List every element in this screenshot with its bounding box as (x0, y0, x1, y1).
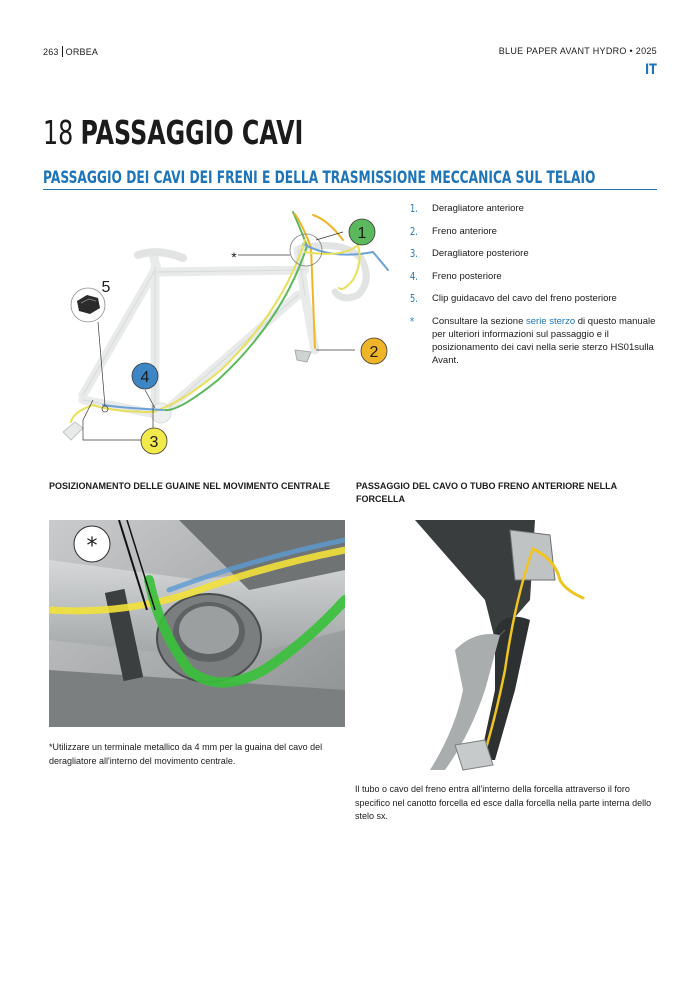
legend-text: Deragliatore posteriore (432, 248, 529, 259)
bottom-bracket-section-title: POSIZIONAMENTO DELLE GUAINE NEL MOVIMENTO CENTRALE (49, 481, 331, 491)
callout-1 (349, 219, 375, 245)
section-title: PASSAGGIO DEI CAVI DEI FRENI E DELLA TRASMISSIONE MECCANICA SUL TELAIO (43, 168, 596, 188)
language-tag: IT (645, 62, 657, 78)
callout-5-label: 5 (101, 279, 111, 296)
section-rule (43, 189, 657, 190)
callout-1-label: 1 (357, 225, 367, 242)
fork-caption: Il tubo o cavo del freno entra all'interno della forcella attraverso il foro specifico nel canotto forcella ed esce dalla forcella nella parte interna dello stelo sx. (355, 784, 652, 821)
bb-asterisk-label: * (86, 534, 98, 559)
legend-text: Deragliatore anteriore (432, 203, 524, 214)
legend-text: Freno posteriore (432, 270, 502, 282)
legend-item (410, 270, 660, 283)
fork-section-title: PASSAGGIO DEL CAVO O TUBO FRENO ANTERIORE NELLA FORCELLA (356, 481, 617, 504)
callout-4 (132, 363, 158, 389)
legend-note-text (432, 315, 660, 367)
legend-list (410, 202, 660, 376)
callout-2 (361, 338, 387, 364)
asterisk-marker: * (231, 249, 237, 265)
bike-frame-illustration (63, 246, 366, 440)
cable-paths (71, 212, 388, 422)
brand-name: ORBEA (65, 46, 99, 57)
legend-number: 4. (410, 269, 418, 283)
legend-item (410, 292, 660, 305)
legend-text: Freno anteriore (432, 225, 497, 237)
bottom-bracket-caption: *Utilizzare un terminale metallico da 4 mm per la guaina del cavo del deragliatore all'interno del movimento centrale. (49, 742, 323, 766)
chapter-title: PASSAGGIO CAVI (80, 113, 304, 152)
cable-clip-icon (71, 288, 105, 322)
legend-number: 3. (410, 247, 418, 260)
legend-item (410, 202, 660, 215)
legend-number: 2. (410, 224, 418, 238)
legend-item (410, 247, 660, 260)
note-text-end: di questo manuale per ulteriori informazioni sul passaggio e il posizionamento dei cavi nella serie sterzo HS01sulla Avant. (432, 315, 656, 366)
callout-3 (141, 428, 167, 454)
frame-cable-diagram (43, 200, 403, 465)
fork-illustration (355, 520, 651, 775)
callout-2-label: 2 (369, 344, 379, 361)
headset-section-link[interactable]: serie sterzo (526, 315, 576, 327)
header-divider (62, 46, 63, 57)
legend-item-note (410, 315, 660, 367)
legend-number: 1. (410, 202, 418, 215)
note-text-start: Consultare la sezione (432, 315, 526, 327)
callout-3-label: 3 (149, 434, 159, 451)
bottom-bracket-illustration (49, 520, 345, 727)
legend-text: Clip guidacavo del cavo del freno posteriore (432, 293, 617, 304)
page-header-left (43, 46, 98, 57)
chapter-heading (43, 113, 303, 152)
page-number: 263 (43, 46, 59, 57)
legend-number: 5. (410, 292, 418, 305)
legend-asterisk: * (410, 314, 415, 328)
callout-4-label: 4 (140, 369, 150, 386)
document-title: BLUE PAPER AVANT HYDRO • 2025 (498, 46, 657, 56)
legend-item (410, 225, 660, 238)
chapter-number: 18 (43, 113, 74, 152)
